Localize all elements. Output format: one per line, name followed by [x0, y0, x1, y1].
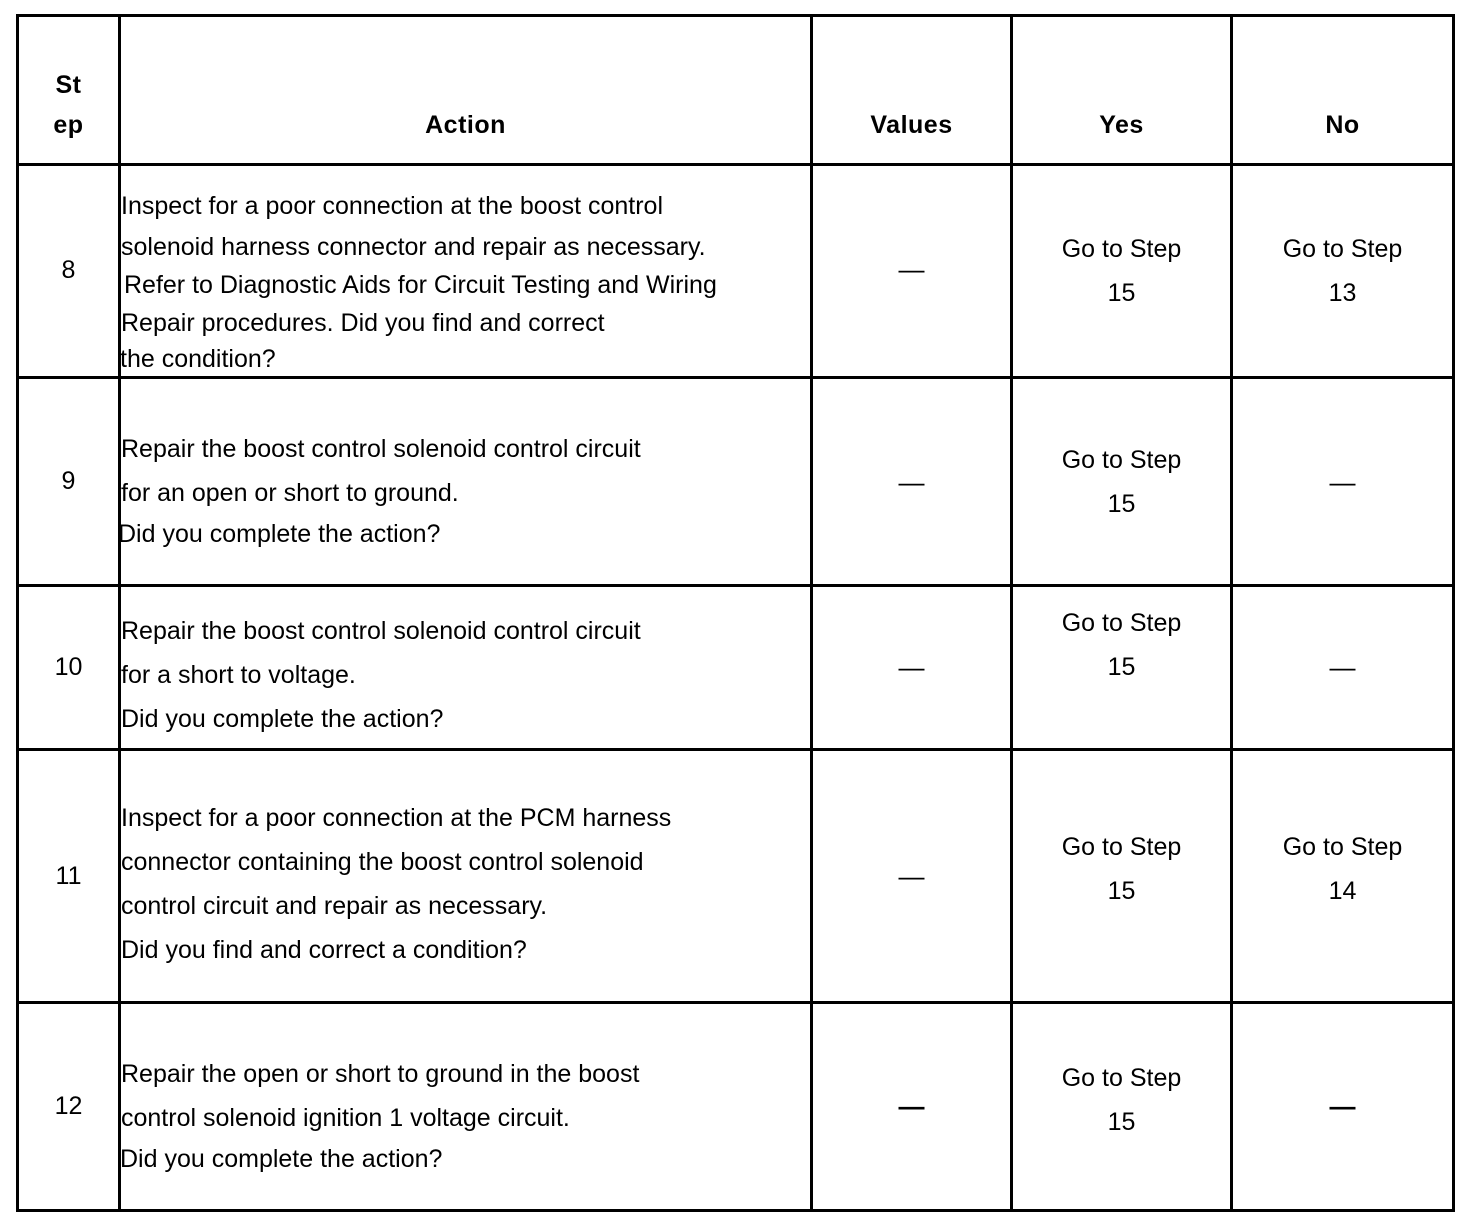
no-cell	[1232, 586, 1454, 750]
goto-step: 15	[1107, 877, 1136, 905]
goto-step: 15	[1107, 489, 1136, 518]
table-row	[18, 586, 1454, 750]
action-line: Inspect for a poor connection at the PCM harness	[121, 804, 672, 832]
step-number: 9	[18, 378, 120, 586]
no-cell	[1232, 1003, 1454, 1211]
action-line: for an open or short to ground.	[121, 478, 459, 507]
yes-cell	[1012, 1003, 1232, 1211]
dash-value: —	[1329, 1091, 1356, 1121]
action-line: Did you complete the action?	[121, 704, 444, 733]
header-step	[18, 16, 120, 165]
table-row	[18, 1003, 1454, 1211]
header-action: Action	[120, 16, 812, 165]
goto-step: 14	[1328, 877, 1357, 905]
table-row	[18, 165, 1454, 378]
header-no: No	[1232, 16, 1454, 165]
action-line: solenoid harness connector and repair as necessary.	[121, 233, 706, 261]
goto-step: 15	[1107, 1107, 1136, 1136]
action-line: Repair the open or short to ground in the boost	[121, 1059, 640, 1088]
action-line: connector containing the boost control solenoid	[121, 848, 644, 876]
yes-cell	[1012, 165, 1232, 378]
values-cell	[812, 1003, 1012, 1211]
action-line: control circuit and repair as necessary.	[121, 892, 548, 920]
dash-value: —	[898, 254, 925, 284]
action-cell	[120, 165, 812, 378]
yes-cell	[1012, 378, 1232, 586]
step-number: 8	[18, 165, 120, 378]
dash-value: —	[1329, 652, 1356, 682]
action-cell	[120, 378, 812, 586]
action-line: Did you complete the action?	[118, 519, 441, 548]
dash-value: —	[898, 860, 925, 891]
action-line: Did you find and correct a condition?	[121, 936, 527, 964]
goto-step: 15	[1107, 279, 1136, 307]
action-cell	[120, 750, 812, 1003]
step-number: 11	[18, 750, 120, 1003]
dash-value: —	[898, 652, 925, 682]
header-yes: Yes	[1012, 16, 1232, 165]
goto-step: 13	[1328, 279, 1357, 307]
action-cell	[120, 586, 812, 750]
yes-cell	[1012, 750, 1232, 1003]
goto-label: Go to Step	[1061, 235, 1182, 263]
step-number: 12	[18, 1003, 120, 1211]
action-line: Refer to Diagnostic Aids for Circuit Testing and Wiring	[124, 271, 717, 299]
goto-label: Go to Step	[1061, 445, 1182, 474]
table-row	[18, 378, 1454, 586]
no-cell	[1232, 750, 1454, 1003]
diagnostic-table	[16, 14, 1455, 1212]
action-line: control solenoid ignition 1 voltage circuit.	[121, 1103, 570, 1132]
action-line: the condition?	[120, 345, 276, 373]
action-line: Repair procedures. Did you find and correct	[121, 309, 605, 337]
dash-value: —	[1329, 467, 1356, 497]
dash-value: —	[898, 1091, 925, 1121]
table-header-row	[18, 16, 1454, 165]
table-row	[18, 750, 1454, 1003]
action-cell	[120, 1003, 812, 1211]
dash-value: —	[898, 467, 925, 497]
no-cell	[1232, 378, 1454, 586]
header-step-line1: St	[55, 71, 82, 99]
values-cell	[812, 378, 1012, 586]
action-line: Repair the boost control solenoid control circuit	[121, 434, 641, 463]
header-step-line2: ep	[53, 111, 84, 139]
no-cell	[1232, 165, 1454, 378]
step-number: 10	[18, 586, 120, 750]
goto-label: Go to Step	[1061, 1063, 1182, 1092]
action-line: Repair the boost control solenoid control circuit	[121, 616, 641, 645]
action-line: Inspect for a poor connection at the boost control	[121, 192, 664, 220]
header-values: Values	[812, 16, 1012, 165]
values-cell	[812, 586, 1012, 750]
goto-label: Go to Step	[1061, 833, 1182, 861]
goto-label: Go to Step	[1282, 235, 1403, 263]
goto-label: Go to Step	[1061, 609, 1182, 637]
goto-step: 15	[1107, 653, 1136, 681]
action-line: for a short to voltage.	[121, 660, 356, 689]
values-cell	[812, 750, 1012, 1003]
goto-label: Go to Step	[1282, 833, 1403, 861]
action-line: Did you complete the action?	[120, 1144, 443, 1173]
values-cell	[812, 165, 1012, 378]
yes-cell	[1012, 586, 1232, 750]
